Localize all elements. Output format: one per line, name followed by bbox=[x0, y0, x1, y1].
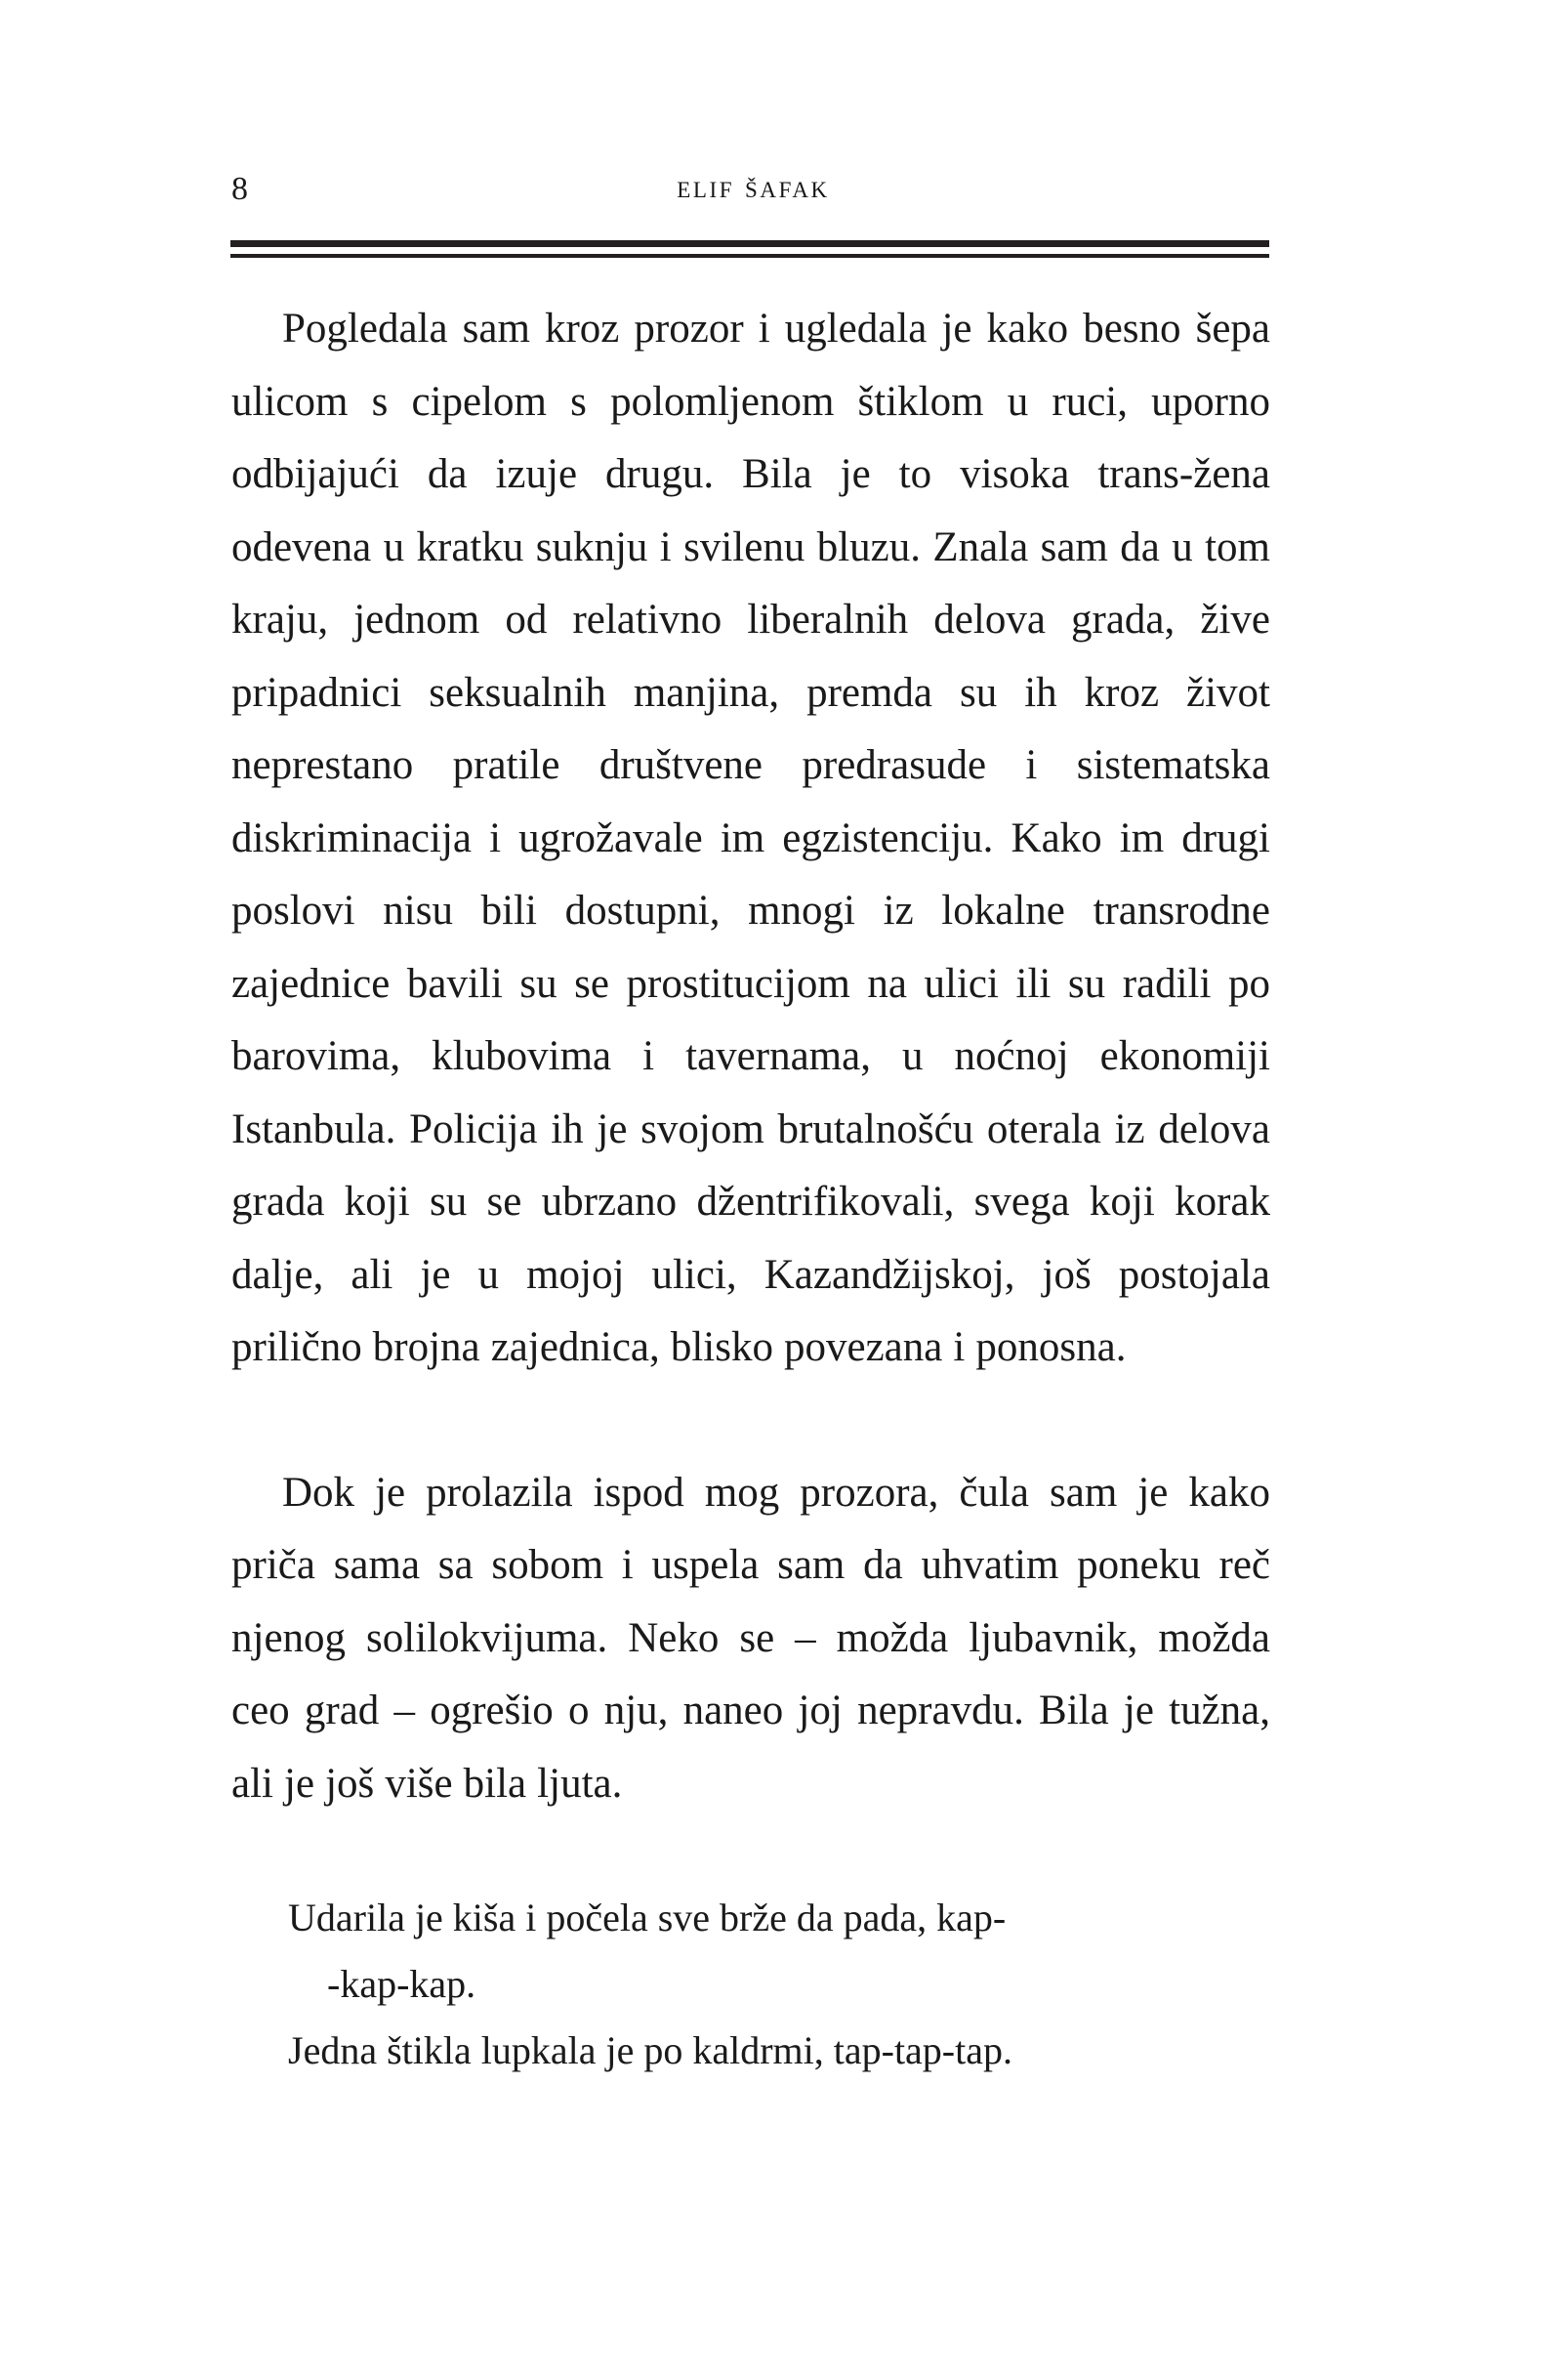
paragraph-1: Pogledala sam kroz prozor i ugledala je kako besno šepa ulicom s cipelom s polomljenom štiklom u ruci, uporno odbijajući da izuje drugu. Bila je to visoka trans-žena odevena u kratku suknju i svilenu bluzu. Znala sam da u tom kraju, jednom od relativno liberalnih delova grada, žive pripadnici seksualnih manjina, premda su ih kroz život neprestano pratile društvene predrasude i sistematska diskriminacija i ugrožavale im egzistenciju. Kako im drugi poslovi nisu bili dostupni, mnogi iz lokalne transrodne zajednice bavili su se prostitucijom na ulici ili su radili po barovima, klubovima i tavernama, u noćnoj ekonomiji Istanbula. Policija ih je svojom brutalnošću oterala iz delova grada koji su se ubrzano džentrifikovali, svega koji korak dalje, ali je u mojoj ulici, Kazandžijskoj, još postojala prilično brojna zajednica, blisko povezana i ponosna. bbox=[231, 306, 1270, 1370]
verse-line-1: Udarila je kiša i počela sve brže da pada, kap- bbox=[288, 1896, 1007, 1939]
verse-line-3: Jedna štikla lupkala je po kaldrmi, tap-tap-tap. bbox=[288, 2028, 1012, 2072]
header-double-rule bbox=[230, 240, 1269, 258]
running-head-author: elif šafak bbox=[677, 170, 830, 205]
page-number: 8 bbox=[231, 171, 249, 207]
verse-line-2: -kap-kap. bbox=[327, 1962, 476, 2006]
verse-block bbox=[288, 1885, 1270, 2084]
rule-thick-line bbox=[230, 240, 1269, 247]
rule-gap bbox=[230, 247, 1269, 254]
rule-thin-line bbox=[230, 254, 1269, 258]
body-text-block bbox=[231, 293, 1270, 2084]
running-head bbox=[231, 164, 1269, 223]
paragraph-2: Dok je prolazila ispod mog prozora, čula sam je kako priča sama sa sobom i uspela sam da uhvatim poneku reč njenog solilokvijuma. Neko se – možda ljubavnik, možda ceo grad – ogrešio o nju, naneo joj nepravdu. Bila je tužna, ali je još više bila ljuta. bbox=[231, 1469, 1270, 1807]
